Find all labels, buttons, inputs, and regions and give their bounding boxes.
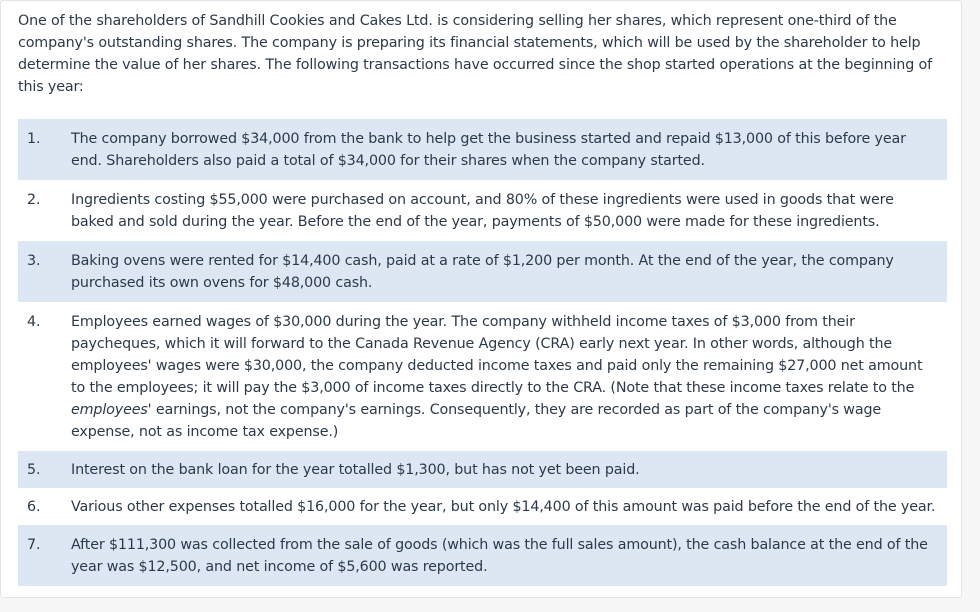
list-item xyxy=(18,119,947,180)
list-item xyxy=(18,451,947,488)
item-text-part: Employees earned wages of $30,000 during the year. The company withheld income taxes of $3,000 from their paycheques, which it will forward to the Canada Revenue Agency (CRA) early next year. In other words, although the employees' wages were $30,000, the company deducted income taxes and paid only the remaining $27,000 net amount to the employees; it will pay the $3,000 of income taxes directly to the CRA. (Note that these income taxes relate to the xyxy=(71,314,923,396)
item-number: 3. xyxy=(27,253,41,269)
item-text-emphasis: employees' xyxy=(71,402,152,418)
list-item xyxy=(18,180,947,241)
list-item xyxy=(18,241,947,302)
list-item xyxy=(18,525,947,586)
item-text xyxy=(71,311,947,443)
item-number: 1. xyxy=(27,131,41,147)
item-number: 7. xyxy=(27,537,41,553)
item-number: 5. xyxy=(27,462,41,478)
item-number: 2. xyxy=(27,192,41,208)
item-text: Ingredients costing $55,000 were purchased on account, and 80% of these ingredients were used in goods that were baked and sold during the year. Before the end of the year, payments of $50,000 were made for these ingredients. xyxy=(71,192,894,230)
item-text: The company borrowed $34,000 from the bank to help get the business started and repaid $13,000 of this before year end. Shareholders also paid a total of $34,000 for their shares when the company started. xyxy=(71,131,906,169)
item-text-part: earnings, not the company's earnings. Consequently, they are recorded as part of the company's wage expense, not as income tax expense.) xyxy=(71,402,882,440)
list-item xyxy=(18,488,947,525)
intro-paragraph: One of the shareholders of Sandhill Cookies and Cakes Ltd. is considering selling her shares, which represent one-third of the company's outstanding shares. The company is preparing its financial statements, which will be used by the shareholder to help determine the value of her shares. The following transactions have occurred since the shop started operations at the beginning of this year: xyxy=(18,13,933,95)
transaction-list xyxy=(18,119,947,586)
item-text: Interest on the bank loan for the year totalled $1,300, but has not yet been paid. xyxy=(71,462,640,478)
item-number: 4. xyxy=(27,314,41,330)
list-item xyxy=(18,302,947,451)
item-text: Various other expenses totalled $16,000 for the year, but only $14,400 of this amount was paid before the end of the year. xyxy=(71,499,936,515)
item-text: After $111,300 was collected from the sale of goods (which was the full sales amount), the cash balance at the end of the year was $12,500, and net income of $5,600 was reported. xyxy=(71,537,928,575)
item-text: Baking ovens were rented for $14,400 cash, paid at a rate of $1,200 per month. At the end of the year, the company purchased its own ovens for $48,000 cash. xyxy=(71,253,894,291)
item-number: 6. xyxy=(27,499,41,515)
